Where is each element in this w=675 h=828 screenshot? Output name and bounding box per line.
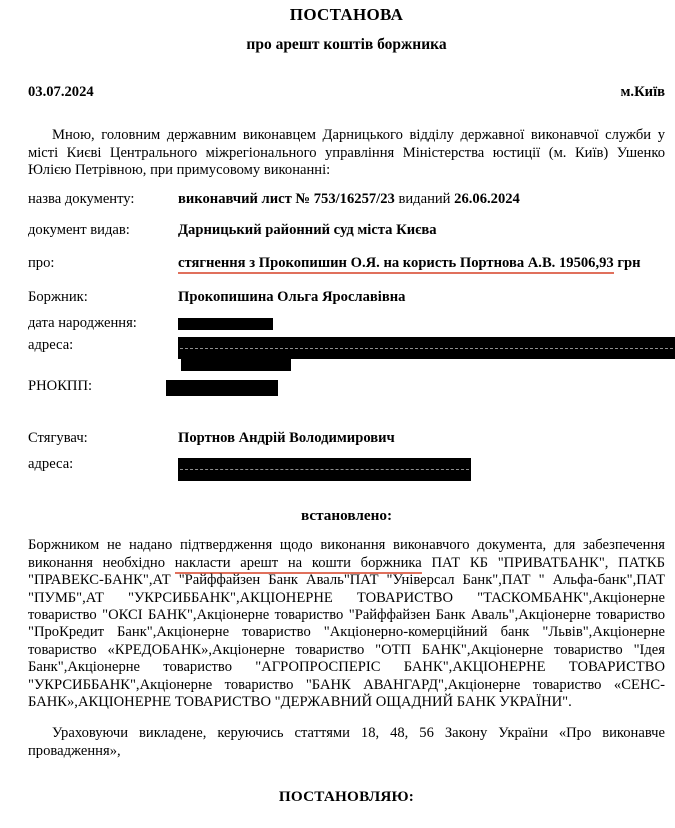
about-value-tail: грн — [613, 255, 641, 272]
about-value-underlined: стягнення з Прокопишин О.Я. на користь Портнова А.В. 19506,93 — [178, 255, 614, 274]
document-title: ПОСТАНОВА — [289, 5, 404, 24]
field-about — [28, 255, 665, 272]
field-creditor-value: Портнов Андрій Володимирович — [178, 430, 395, 447]
doc-name-issued-word: виданий — [394, 191, 455, 208]
field-debtor-address — [28, 337, 665, 371]
field-creditor-address — [28, 456, 665, 481]
redaction-dash-line — [180, 348, 673, 349]
field-creditor-label: Стягувач: — [28, 430, 88, 447]
field-about-value — [178, 255, 665, 272]
field-about-label: про: — [28, 255, 55, 272]
body-paragraph — [28, 537, 665, 711]
closing-paragraph: Ураховуючи викладене, керуючись статтями 18, 48, 56 Закону України «Про виконавче провадження», — [28, 725, 665, 759]
field-debtor-address-label: адреса: — [28, 337, 74, 354]
redaction-bar-short — [181, 359, 291, 371]
field-rnokpp — [28, 378, 665, 396]
field-doc-issuer-label: документ видав: — [28, 221, 130, 238]
body-underlined-phrase: накласти арешт на кошти боржника — [175, 555, 422, 574]
resolve-heading: ПОСТАНОВЛЯЮ: — [278, 788, 415, 806]
field-debtor-label: Боржник: — [28, 288, 88, 305]
field-doc-issuer-value: Дарницький районний суд міста Києва — [178, 221, 437, 238]
field-debtor-value: Прокопишина Ольга Ярославівна — [178, 288, 406, 305]
creditor-address-redaction-bar — [178, 458, 471, 481]
field-doc-issuer — [28, 222, 665, 239]
document-city: м.Київ — [620, 83, 665, 100]
established-heading: встановлено: — [301, 506, 392, 524]
doc-name-issue-date: 26.06.2024 — [454, 191, 520, 208]
body-after-underline: ПАТ КБ "ПРИВАТБАНК", ПАТКБ "ПРАВЕКС-БАНК",АТ "Райффайзен Банк Аваль"ПАТ "Універсал Банк",ПАТ " Альфа-банк",ПАТ "ПУМБ",АТ "УКРСИББАНК",АКЦІОНЕРНЕ ТОВАРИСТВО "ТАСКОМБАНК",Акціонерне товариство "ОКСІ БАНК",Акціонерне товариство "Райффайзен Банк Аваль",Акціонерне товариство "ПроКредит Банк",Акціонерне товариство "Акціонерно-комерційний банк "Львів",Акціонерне товариство «КРЕДОБАНК»,Акціонерне товариство "ОТП БАНК",Акціонерне товариство "Ідея Банк",Акціонерне товариство "АГРОПРОСПЕРІС БАНК",АКЦІОНЕРНЕ ТОВАРИСТВО "УКРСИББАНК",Акціонерне товариство "БАНК АВАНГАРД",Акціонерне товариство «СЕНС-БАНК»,АКЦІОНЕРНЕ ТОВАРИСТВО "ДЕРЖАВНИЙ ОЩАДНИЙ БАНК УКРАЇНИ". — [28, 554, 665, 710]
rnokpp-redaction-bar — [166, 380, 278, 396]
field-creditor-address-label: адреса: — [28, 455, 74, 472]
redaction-bar-long — [178, 337, 675, 359]
document-subtitle: про арешт коштів боржника — [246, 36, 447, 54]
debtor-address-redaction — [178, 337, 675, 371]
document-fields — [28, 191, 665, 480]
intro-paragraph: Мною, головним державним виконавцем Дарницького відділу державної виконавчої служби у місті Києві Центрального міжрегіонального управління Міністерства юстиції (м. Київ) Ушенко Юлією Петрівною, при примусовому виконанні: — [28, 127, 665, 179]
field-doc-name — [28, 191, 665, 208]
field-rnokpp-label: РНОКПП: — [28, 378, 93, 395]
date-city-row — [28, 84, 665, 101]
body-before-underline: Боржником не надано підтвердження щодо виконання виконавчого документа, для забезпечення виконання необхідно — [28, 537, 665, 571]
field-doc-name-label: назва документу: — [28, 191, 135, 208]
field-creditor — [28, 430, 665, 447]
field-dob-label: дата народження: — [28, 315, 137, 332]
field-dob — [28, 315, 665, 332]
doc-name-number: виконавчий лист № 753/16257/23 — [178, 191, 395, 208]
field-debtor — [28, 289, 665, 306]
field-doc-name-value — [178, 191, 665, 208]
dob-redaction-bar — [178, 318, 273, 330]
redaction-dash-line — [180, 469, 469, 470]
document-date: 03.07.2024 — [28, 83, 94, 100]
